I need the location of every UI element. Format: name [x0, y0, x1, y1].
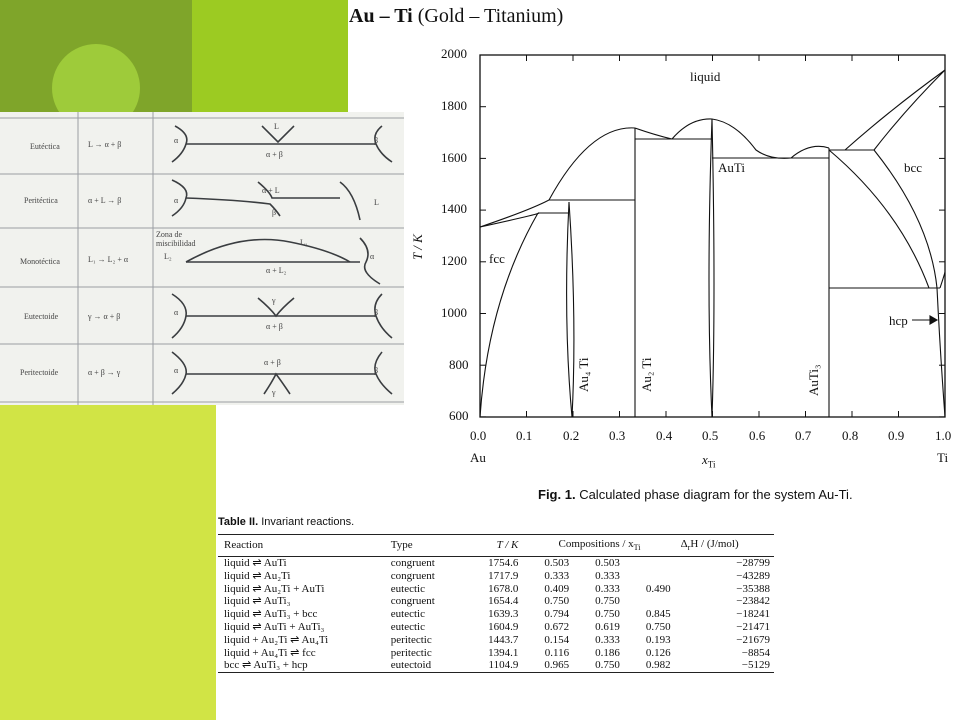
right-element-label: Ti: [937, 450, 949, 465]
cell-composition-3: 0.982: [624, 659, 675, 672]
cell-composition-3: [624, 595, 675, 608]
row-peritectoid-label-beta: β: [374, 366, 379, 375]
cell-type: congruent: [390, 569, 435, 582]
x-tick-4: 0.4: [656, 428, 673, 443]
cell-enthalpy: −5129: [675, 659, 774, 672]
au4ti-right-boundary: [569, 202, 574, 417]
row-monotectic-label-alpha: α: [370, 252, 375, 261]
table-row: [218, 570, 774, 583]
x-tick-3: 0.3: [609, 428, 626, 443]
x-axis-label: [702, 452, 715, 470]
cell-type: peritectic: [390, 646, 432, 659]
header-compositions-text: Compositions / x: [558, 537, 634, 550]
x-tick-6: 0.6: [749, 428, 766, 443]
table-row: [218, 595, 774, 608]
cell-composition-2: 0.503: [595, 557, 620, 569]
y-tick-1200: 1200: [441, 253, 467, 268]
cell-composition-2: 0.750: [595, 608, 620, 621]
header-delta: Δ: [680, 537, 688, 550]
row-monotectic-label-mix: α + L₂: [266, 266, 287, 275]
y-axis-label: T / K: [410, 234, 425, 260]
hcp-arrowhead: [930, 316, 937, 324]
cell-enthalpy: −23842: [736, 595, 770, 608]
table-row: [218, 557, 774, 570]
cell-enthalpy: −21471: [736, 620, 770, 633]
background-band-lower: [0, 405, 216, 720]
row-peritectic-label-alpha: α: [174, 196, 179, 205]
table-row: [218, 583, 774, 596]
cell-type: eutectoid: [385, 659, 464, 672]
cell-composition-3: 0.126: [645, 646, 671, 659]
cell-reaction: liquid ⇌ Au₂Ti: [224, 569, 291, 582]
auti-right-boundary: [712, 119, 714, 417]
cell-composition-2: 0.333: [595, 582, 620, 595]
x-tick-9: 0.9: [888, 428, 905, 443]
cell-composition-2: 0.186: [595, 646, 620, 659]
reaction-types-sketch: [0, 112, 404, 405]
table-row: [218, 647, 774, 660]
y-tick-1400: 1400: [441, 201, 467, 216]
phase-au2ti: Au₂ Ti: [639, 357, 654, 392]
table-row: [218, 634, 774, 647]
title-bold: Au – Ti: [349, 5, 413, 27]
x-tick-5: 0.5: [702, 428, 719, 443]
cell-temperature: 1639.3: [488, 608, 519, 621]
y-tick-2000: 2000: [441, 46, 467, 61]
fcc-solvus: [480, 213, 538, 417]
x-axis-subscript: Ti: [707, 459, 716, 470]
x-axis-symbol: x: [702, 452, 708, 467]
cell-enthalpy: −21679: [736, 633, 770, 646]
table-title-bold: Table II.: [218, 516, 259, 528]
header-compositions-sub: Ti: [633, 543, 641, 553]
liquidus-au-rich: [480, 128, 635, 227]
x-tick-1: 0.1: [516, 428, 533, 443]
cell-reaction: liquid ⇌ AuTi: [224, 557, 287, 569]
cell-composition-2: 0.750: [595, 595, 620, 608]
header-enthalpy: [675, 535, 774, 557]
row-peritectic-label-alpha-l: α + L: [262, 186, 280, 195]
invariant-reactions-table: [218, 534, 774, 673]
left-element-label: Au: [470, 450, 486, 465]
table-row: [218, 659, 774, 672]
table-title: [218, 516, 354, 528]
table-row: [218, 621, 774, 634]
cell-composition-3: [624, 557, 675, 570]
cell-enthalpy: −8854: [741, 646, 770, 659]
cell-type: peritectic: [390, 633, 432, 646]
hcp-solvus: [937, 288, 945, 417]
cell-enthalpy: −18241: [736, 608, 770, 621]
row-monotectic-label-l2: L₂: [164, 252, 172, 261]
cell-type: congruent: [390, 557, 435, 569]
y-tick-600: 600: [449, 408, 469, 423]
header-type: Type: [385, 535, 464, 557]
phase-auti: AuTi: [718, 160, 745, 175]
phase-au4ti: Au₄ Ti: [576, 357, 591, 392]
table-title-text: Invariant reactions.: [261, 516, 355, 528]
phase-liquid: liquid: [690, 69, 721, 84]
liquidus-au2ti-auti: [635, 128, 672, 139]
row-eutectic-reaction: L → α + β: [88, 140, 122, 149]
cell-temperature: 1443.7: [488, 633, 519, 646]
cell-reaction: liquid ⇌ AuTi₃ + bcc: [224, 608, 318, 621]
title-rest: (Gold – Titanium): [417, 5, 564, 27]
cell-composition-2: 0.619: [595, 620, 620, 633]
x-tick-7: 0.7: [795, 428, 812, 443]
cell-composition-3: 0.845: [645, 608, 671, 621]
caption-bold: Fig. 1.: [538, 487, 576, 502]
cell-composition-2: 0.333: [595, 569, 620, 582]
row-peritectic-reaction: α + L → β: [88, 196, 122, 205]
row-peritectic-name: Peritéctica: [24, 196, 58, 205]
cell-type: congruent: [390, 595, 435, 608]
y-tick-1000: 1000: [441, 305, 467, 320]
cell-composition-3: 0.490: [645, 582, 671, 595]
header-temperature: T / K: [464, 535, 523, 557]
row-eutectic-name: Eutéctica: [30, 142, 60, 151]
liquidus-auti3: [791, 146, 829, 158]
cell-temperature: 1678.0: [488, 582, 519, 595]
phase-auti3: AuTi₃: [806, 364, 821, 396]
cell-enthalpy: −43289: [736, 569, 770, 582]
y-tick-1800: 1800: [441, 98, 467, 113]
phase-hcp: hcp: [889, 313, 908, 328]
x-tick-2: 0.2: [563, 428, 580, 443]
cell-composition-3: 0.193: [645, 633, 671, 646]
x-tick-0: 0.0: [470, 428, 487, 443]
cell-type: eutectic: [390, 620, 425, 633]
cell-temperature: 1654.4: [488, 595, 519, 608]
row-peritectoid-reaction: α + β → γ: [88, 368, 121, 377]
cell-reaction: liquid ⇌ Au₂Ti + AuTi: [224, 582, 325, 595]
phase-bcc: bcc: [904, 160, 923, 175]
cell-enthalpy: −28799: [736, 557, 770, 569]
row-eutectoid-reaction: γ → α + β: [88, 312, 121, 321]
row-eutectoid-label-gamma: γ: [272, 296, 276, 305]
au4ti-left-boundary: [567, 202, 572, 417]
row-eutectoid-label-mix: α + β: [266, 322, 283, 331]
cell-type: eutectic: [390, 608, 425, 621]
cell-composition-1: 0.333: [544, 569, 570, 582]
cell-composition-3: 0.750: [645, 620, 671, 633]
header-compositions: [522, 535, 674, 557]
row-monotectic-label-l1: L₁: [300, 238, 308, 247]
cell-composition-1: 0.794: [544, 608, 570, 621]
plot-frame: [480, 55, 945, 417]
liquidus-bcc: [845, 70, 945, 150]
row-eutectoid-label-beta: β: [374, 308, 379, 317]
row-peritectoid-label-alpha: α: [174, 366, 179, 375]
x-tick-10: 1.0: [935, 428, 952, 443]
table-header-row: [218, 535, 774, 557]
y-tick-1600: 1600: [441, 150, 467, 165]
row-peritectoid-name: Peritectoide: [20, 368, 59, 377]
row-monotectic-name: Monotéctica: [20, 257, 60, 266]
row-eutectoid-label-alpha: α: [174, 308, 179, 317]
row-eutectic-label-beta: β: [374, 136, 379, 145]
fcc-solidus: [480, 213, 539, 227]
caption-text: Calculated phase diagram for the system Au-Ti.: [579, 487, 853, 502]
row-eutectic-label-l: L: [274, 122, 279, 131]
row-monotectic-label-miscibility: miscibilidad: [156, 239, 196, 248]
auti-left-boundary: [709, 119, 712, 417]
cell-temperature: 1754.6: [488, 557, 519, 569]
solidus-bcc: [874, 70, 945, 150]
cell-composition-1: 0.672: [544, 620, 570, 633]
cell-composition-1: 0.154: [544, 633, 570, 646]
phase-boundaries: [480, 70, 945, 417]
row-eutectic-label-mix: α + β: [266, 150, 283, 159]
row-eutectic-label-alpha: α: [174, 136, 179, 145]
reaction-types-photo: [0, 112, 404, 405]
cell-composition-1: 0.750: [544, 595, 570, 608]
cell-composition-2: 0.333: [595, 633, 620, 646]
cell-type: eutectic: [390, 582, 425, 595]
cell-composition-1: 0.116: [544, 646, 570, 659]
background-band-lime: [192, 0, 348, 112]
cell-temperature: 1104.9: [464, 659, 523, 672]
x-tick-8: 0.8: [842, 428, 859, 443]
cell-temperature: 1604.9: [488, 620, 519, 633]
hcp-bcc-boundary: [940, 272, 945, 288]
table-row: [218, 608, 774, 621]
y-tick-800: 800: [449, 357, 469, 372]
cell-composition-1: 0.965: [522, 659, 573, 672]
row-peritectic-label-l: L: [374, 198, 379, 207]
cell-composition-1: 0.409: [544, 582, 570, 595]
cell-composition-2: 0.750: [573, 659, 624, 672]
phase-fcc: fcc: [489, 251, 505, 266]
cell-reaction: liquid + Au₄Ti ⇌ fcc: [224, 646, 316, 659]
row-peritectic-label-beta: β: [272, 208, 277, 217]
cell-reaction: bcc ⇌ AuTi₃ + hcp: [218, 659, 385, 672]
cell-composition-3: [624, 570, 675, 583]
cell-reaction: liquid ⇌ AuTi₃: [224, 595, 291, 608]
cell-temperature: 1394.1: [488, 646, 519, 659]
cell-composition-1: 0.503: [544, 557, 570, 569]
cell-reaction: liquid ⇌ AuTi + AuTi₃: [224, 620, 325, 633]
row-peritectoid-label-mix: α + β: [264, 358, 281, 367]
cell-temperature: 1717.9: [488, 569, 519, 582]
cell-enthalpy: −35388: [736, 582, 770, 595]
row-monotectic-reaction: L₁ → L₂ + α: [88, 255, 129, 264]
row-monotectic-label-zone: Zona de: [156, 230, 182, 239]
row-peritectoid-label-gamma: γ: [272, 388, 276, 397]
row-eutectoid-name: Eutectoide: [24, 312, 59, 321]
cell-reaction: liquid + Au₂Ti ⇌ Au₄Ti: [224, 633, 329, 646]
header-enthalpy-text: H / (J/mol): [690, 537, 739, 550]
figure-caption: [538, 487, 853, 502]
header-reaction: Reaction: [218, 535, 385, 557]
header-delta-sub: r: [687, 543, 691, 553]
page-title: [349, 5, 563, 28]
liquidus-auti: [672, 119, 791, 158]
